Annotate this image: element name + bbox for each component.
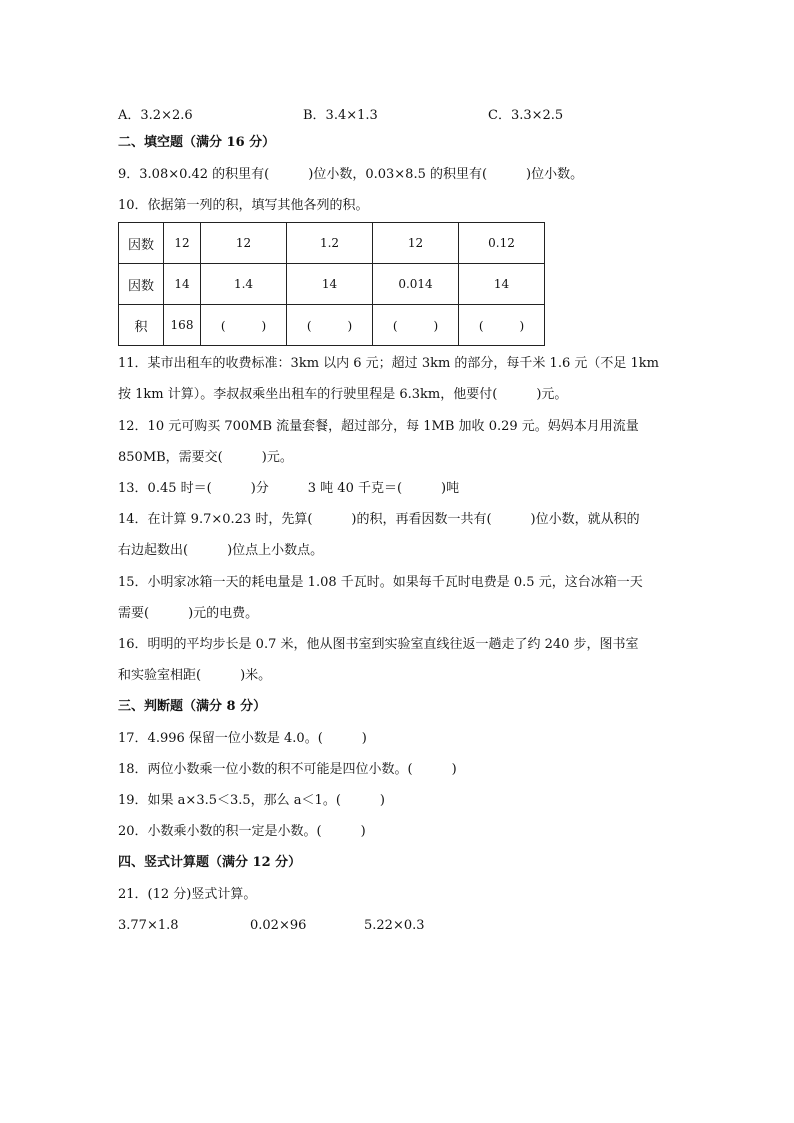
question-9: 9．3.08×0.42 的积里有( )位小数，0.03×8.5 的积里有( )位小数。 (118, 167, 584, 182)
question-12-line-1: 12．10 元可购买 700MB 流量套餐，超过部分，每 1MB 加收 0.29 元。妈妈本月用流量 (118, 419, 639, 434)
question-20: 20．小数乘小数的积一定是小数。( ) (118, 824, 366, 839)
calc-item-2: 0.02×96 (250, 918, 307, 933)
calc-item-3: 5.22×0.3 (364, 918, 425, 933)
table-cell: 因数 (119, 264, 164, 305)
section-fill-title: 二、填空题（满分 16 分） (118, 135, 276, 150)
table-cell: 1.2 (287, 223, 373, 264)
question-15-line-2: 需要( )元的电费。 (118, 606, 259, 621)
table-row (119, 264, 545, 305)
question-11-line-1: 11．某市出租车的收费标准：3km 以内 6 元；超过 3km 的部分，每千米 1.6 元（不足 1km (118, 356, 659, 371)
question-19: 19．如果 a×3.5＜3.5，那么 a＜1。( ) (118, 793, 385, 808)
table-cell: 168 (164, 305, 201, 346)
question-15-line-1: 15．小明家冰箱一天的耗电量是 1.08 千瓦时。如果每千瓦时电费是 0.5 元，这台冰箱一天 (118, 575, 643, 590)
table-cell: 1.4 (201, 264, 287, 305)
option-b: B．3.4×1.3 (303, 108, 378, 123)
table-cell: 14 (287, 264, 373, 305)
answer-blank[interactable]: ( ) (373, 305, 459, 346)
table-row (119, 305, 545, 346)
table-cell: 积 (119, 305, 164, 346)
question-14-line-1: 14．在计算 9.7×0.23 时，先算( )的积，再看因数一共有( )位小数，就从积的 (118, 512, 640, 527)
section-calc-title: 四、竖式计算题（满分 12 分） (118, 855, 302, 870)
table-cell: 12 (164, 223, 201, 264)
answer-blank[interactable]: ( ) (287, 305, 373, 346)
question-10: 10．依据第一列的积，填写其他各列的积。 (118, 198, 369, 213)
table-cell: 14 (164, 264, 201, 305)
table-cell: 0.014 (373, 264, 459, 305)
table-cell: 12 (201, 223, 287, 264)
question-16-line-2: 和实验室相距( )米。 (118, 668, 272, 683)
section-judge-title: 三、判断题（满分 8 分） (118, 699, 267, 714)
question-12-line-2: 850MB，需要交( )元。 (118, 450, 293, 465)
table-cell: 0.12 (459, 223, 545, 264)
option-c: C．3.3×2.5 (488, 108, 564, 123)
question-13: 13．0.45 时＝( )分 3 吨 40 千克＝( )吨 (118, 481, 460, 496)
table-cell: 因数 (119, 223, 164, 264)
question-21: 21．(12 分)竖式计算。 (118, 887, 257, 902)
question-17: 17．4.996 保留一位小数是 4.0。( ) (118, 731, 367, 746)
table-cell: 12 (373, 223, 459, 264)
question-14-line-2: 右边起数出( )位点上小数点。 (118, 543, 324, 558)
answer-blank[interactable]: ( ) (459, 305, 545, 346)
product-table (118, 222, 545, 346)
question-18: 18．两位小数乘一位小数的积不可能是四位小数。( ) (118, 762, 457, 777)
calc-item-1: 3.77×1.8 (118, 918, 179, 933)
question-11-line-2: 按 1km 计算）。李叔叔乘坐出租车的行驶里程是 6.3km，他要付( )元。 (118, 387, 568, 402)
question-16-line-1: 16．明明的平均步长是 0.7 米，他从图书室到实验室直线往返一趟走了约 240 步，图书室 (118, 637, 639, 652)
answer-blank[interactable]: ( ) (201, 305, 287, 346)
option-a: A．3.2×2.6 (118, 108, 193, 123)
table-cell: 14 (459, 264, 545, 305)
table-row (119, 223, 545, 264)
